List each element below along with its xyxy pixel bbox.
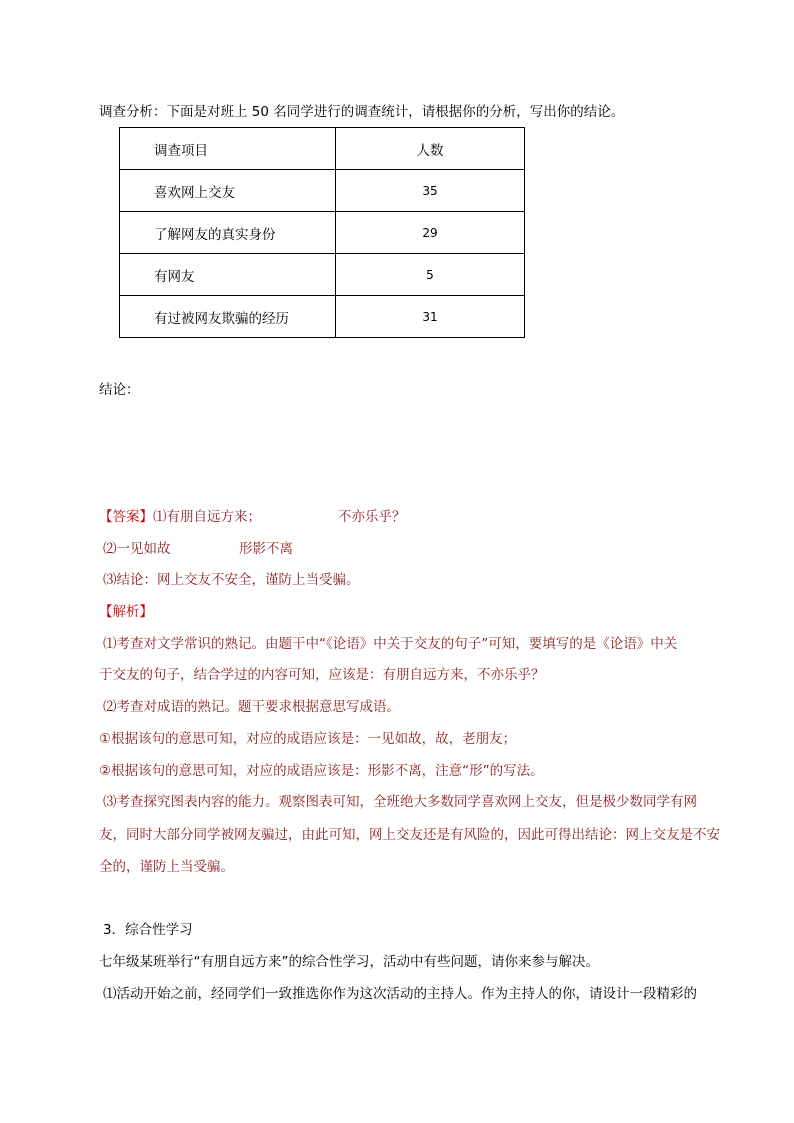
table-row — [120, 296, 525, 338]
answer-1a: ⑴有朋自远方来； — [153, 509, 261, 525]
row-count: 35 — [336, 170, 525, 212]
answer-label: 【答案】 — [99, 509, 153, 525]
analysis-p5-line3: 全的，谨防上当受骗。 — [99, 859, 234, 875]
analysis-p1-line1: ⑴考查对文学常识的熟记。由题干中“《论语》中关于交友的句子”可知，要填写的是《论语》中关 — [103, 636, 678, 652]
survey-table — [119, 127, 525, 338]
question3-intro: 七年级某班举行“有朋自远方来”的综合性学习，活动中有些问题，请你来参与解决。 — [99, 954, 599, 970]
table-header-row — [120, 128, 525, 170]
header-count: 人数 — [336, 128, 525, 170]
analysis-p1-line2: 于交友的句子，结合学过的内容可知，应该是：有朋自远方来，不亦乐乎？ — [99, 667, 545, 683]
table-row — [120, 254, 525, 296]
question3-sub1: ⑴活动开始之前，经同学们一致推选你作为这次活动的主持人。作为主持人的你，请设计一段精彩的 — [103, 986, 697, 1002]
analysis-label: 【解析】 — [99, 604, 153, 620]
row-item: 有过被网友欺骗的经历 — [120, 296, 336, 338]
answer-line-1 — [99, 507, 261, 527]
row-count: 31 — [336, 296, 525, 338]
conclusion-label: 结论： — [99, 382, 140, 398]
answer-1b: 不亦乐乎？ — [338, 509, 406, 525]
analysis-p5-line1: ⑶考查探究图表内容的能力。观察图表可知，全班绝大多数同学喜欢网上交友，但是极少数同学有网 — [103, 794, 697, 810]
table-row — [120, 170, 525, 212]
row-item: 有网友 — [120, 254, 336, 296]
row-item: 喜欢网上交友 — [120, 170, 336, 212]
answer-3: ⑶结论：网上交友不安全，谨防上当受骗。 — [103, 572, 360, 588]
row-count: 29 — [336, 212, 525, 254]
row-count: 5 — [336, 254, 525, 296]
answer-2b: 形影不离 — [239, 541, 293, 557]
question3-heading: 3．综合性学习 — [103, 922, 193, 938]
analysis-p5-line2: 友，同时大部分同学被网友骗过，由此可知，网上交友还是有风险的，因此可得出结论：网上交友是不安 — [99, 827, 720, 843]
header-item: 调查项目 — [120, 128, 336, 170]
table-row — [120, 212, 525, 254]
row-item: 了解网友的真实身份 — [120, 212, 336, 254]
analysis-p2: ⑵考查对成语的熟记。题干要求根据意思写成语。 — [103, 699, 400, 715]
answer-2a: ⑵一见如故 — [103, 541, 171, 557]
analysis-p3: ①根据该句的意思可知，对应的成语应该是：一见如故，故，老朋友； — [99, 731, 517, 747]
survey-intro: 调查分析：下面是对班上 50 名同学进行的调查统计，请根据你的分析，写出你的结论。 — [99, 104, 625, 120]
analysis-p4: ②根据该句的意思可知，对应的成语应该是：形影不离，注意“形”的写法。 — [99, 763, 544, 779]
